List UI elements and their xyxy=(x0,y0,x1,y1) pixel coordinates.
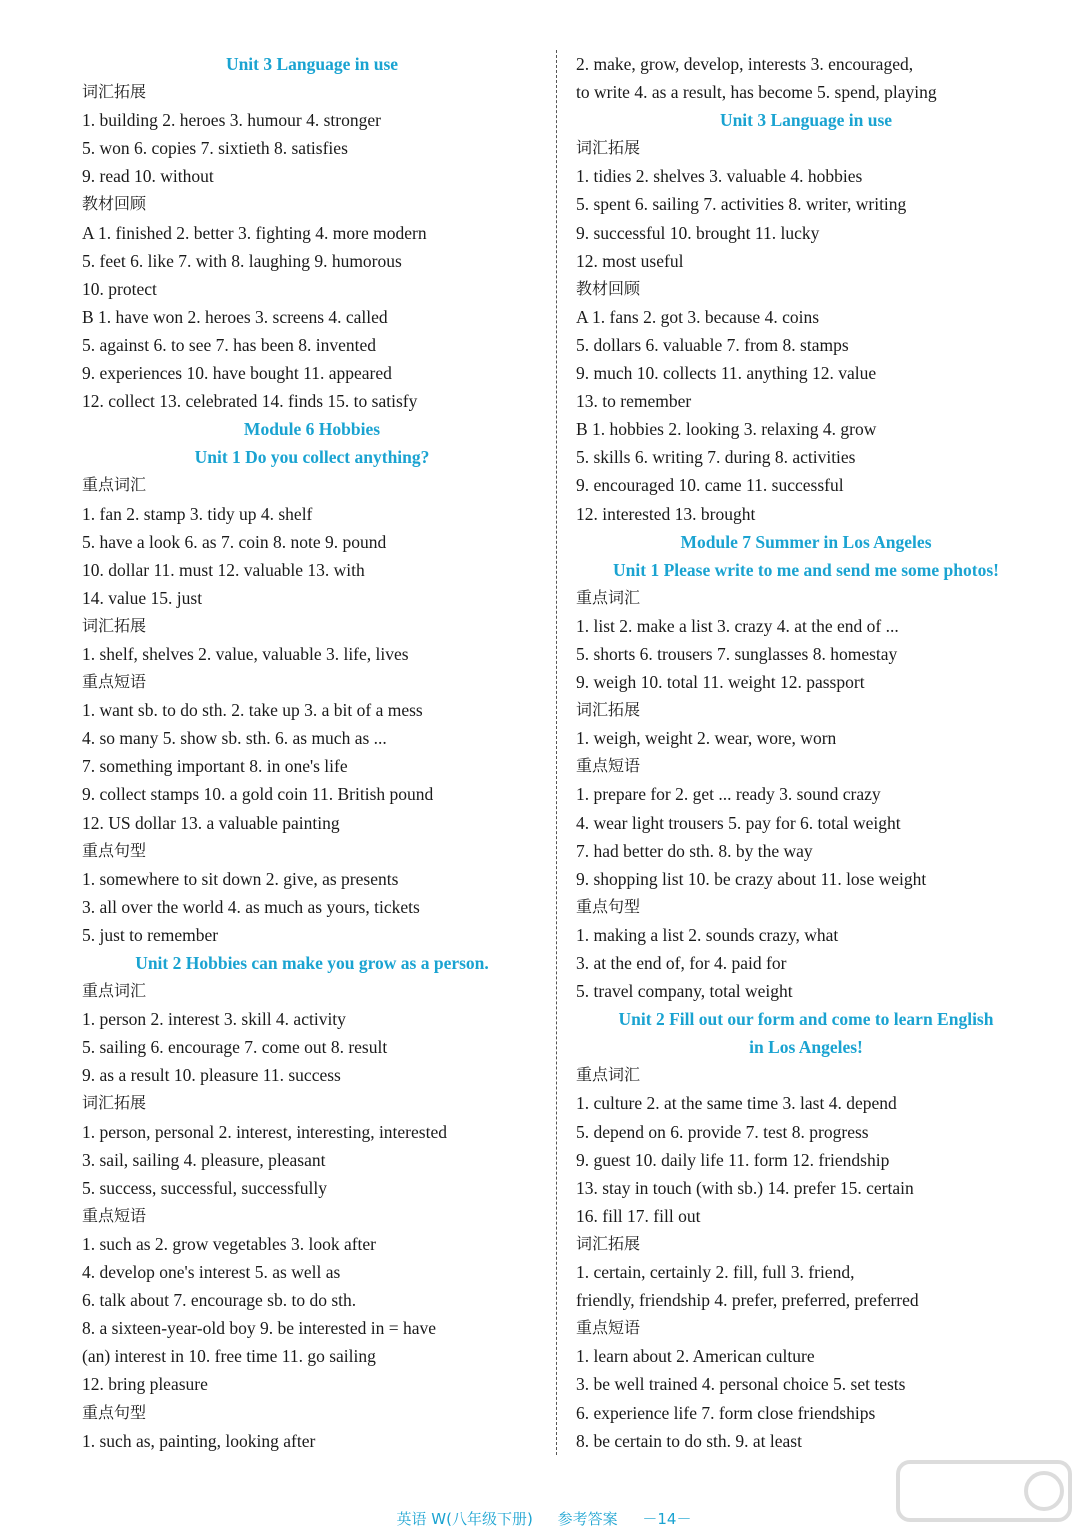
answer-line: 5. skills 6. writing 7. during 8. activities xyxy=(576,447,856,468)
category-label: 词汇拓展 xyxy=(82,82,147,102)
answer-line: 9. guest 10. daily life 11. form 12. friendship xyxy=(576,1149,890,1170)
category-label: 重点句型 xyxy=(576,896,641,916)
category-label: 词汇拓展 xyxy=(82,1093,147,1113)
answer-line: 9. as a result 10. pleasure 11. success xyxy=(82,1065,341,1086)
answer-line: 4. develop one's interest 5. as well as xyxy=(82,1262,341,1283)
category-label: 词汇拓展 xyxy=(576,138,641,158)
section-heading: Unit 3 Language in use xyxy=(225,54,399,74)
answer-line: 1. such as 2. grow vegetables 3. look after xyxy=(82,1233,377,1254)
answer-line: 1. tidies 2. shelves 3. valuable 4. hobbies xyxy=(576,166,863,187)
answer-line: 5. won 6. copies 7. sixtieth 8. satisfies xyxy=(82,138,348,159)
section-heading: Unit 1 Please write to me and send me some photos! xyxy=(613,559,999,580)
answer-line: 8. a sixteen-year-old boy 9. be interested in = have xyxy=(82,1318,437,1339)
category-label: 重点句型 xyxy=(82,840,147,860)
category-label: 教材回顾 xyxy=(82,194,147,214)
answer-line: A 1. finished 2. better 3. fighting 4. more modern xyxy=(82,222,427,243)
category-label: 重点句型 xyxy=(82,1402,147,1422)
answer-line: 1. learn about 2. American culture xyxy=(576,1346,815,1367)
category-label: 重点短语 xyxy=(576,756,641,776)
answer-line: 5. depend on 6. provide 7. test 8. progress xyxy=(576,1121,869,1142)
answer-line: 12. most useful xyxy=(576,250,684,271)
section-heading: Unit 2 Fill out our form and come to learn English xyxy=(618,1009,994,1030)
answer-line: 9. weigh 10. total 11. weight 12. passport xyxy=(576,672,865,693)
category-label: 重点短语 xyxy=(576,1318,641,1338)
section-heading: Unit 2 Hobbies can make you grow as a person. xyxy=(135,953,489,973)
category-label: 重点词汇 xyxy=(576,587,641,607)
column-divider xyxy=(556,50,557,1455)
category-label: 词汇拓展 xyxy=(82,615,147,635)
section-heading: in Los Angeles! xyxy=(749,1037,863,1058)
answer-line: 12. US dollar 13. a valuable painting xyxy=(82,812,340,833)
category-label: 词汇拓展 xyxy=(576,700,641,720)
category-label: 教材回顾 xyxy=(576,278,641,298)
answer-line: (an) interest in 10. free time 11. go sailing xyxy=(82,1346,376,1367)
answer-line: 10. dollar 11. must 12. valuable 13. with xyxy=(82,559,365,580)
category-label: 词汇拓展 xyxy=(576,1233,641,1253)
answer-line: 1. certain, certainly 2. fill, full 3. friend, xyxy=(576,1262,855,1283)
answer-line: 9. read 10. without xyxy=(82,166,214,187)
answer-line: 13. to remember xyxy=(576,391,692,412)
answer-line: 6. experience life 7. form close friendships xyxy=(576,1402,876,1423)
answer-line: 2. make, grow, develop, interests 3. encouraged, xyxy=(576,54,914,74)
answer-line: 9. shopping list 10. be crazy about 11. lose weight xyxy=(576,868,927,889)
answer-line: B 1. hobbies 2. looking 3. relaxing 4. grow xyxy=(576,419,877,440)
footer-section: 参考答案 xyxy=(557,1510,618,1528)
answer-line: 5. against 6. to see 7. has been 8. invented xyxy=(82,334,377,355)
answer-line: 5. have a look 6. as 7. coin 8. note 9. pound xyxy=(82,531,387,552)
answer-line: 7. something important 8. in one's life xyxy=(82,756,348,777)
answer-line: 14. value 15. just xyxy=(82,587,203,608)
answer-line: 10. protect xyxy=(82,278,157,299)
answer-line: 5. feet 6. like 7. with 8. laughing 9. humorous xyxy=(82,250,402,271)
section-heading: Unit 3 Language in use xyxy=(719,110,893,131)
answer-line: 12. bring pleasure xyxy=(82,1374,208,1395)
answer-line: 9. encouraged 10. came 11. successful xyxy=(576,475,844,496)
answer-line: 5. travel company, total weight xyxy=(576,981,793,1002)
answer-line: 16. fill 17. fill out xyxy=(576,1205,701,1226)
answer-line: 1. culture 2. at the same time 3. last 4. depend xyxy=(576,1093,897,1114)
page-number: －14－ xyxy=(642,1510,692,1528)
answer-line: 1. somewhere to sit down 2. give, as presents xyxy=(82,868,399,889)
answer-line: 5. success, successful, successfully xyxy=(82,1177,327,1198)
answer-line: 1. person 2. interest 3. skill 4. activity xyxy=(82,1009,346,1030)
answer-line: 6. talk about 7. encourage sb. to do sth. xyxy=(82,1290,357,1311)
answer-line: 4. wear light trousers 5. pay for 6. total weight xyxy=(576,812,901,833)
answer-line: 1. such as, painting, looking after xyxy=(82,1430,316,1451)
answer-line: 5. spent 6. sailing 7. activities 8. writer, writing xyxy=(576,194,907,215)
section-heading: Module 6 Hobbies xyxy=(243,419,381,440)
footer-subject: 英语 W(八年级下册) xyxy=(396,1510,533,1528)
watermark-logo-icon xyxy=(894,1456,1074,1526)
answer-line: 5. shorts 6. trousers 7. sunglasses 8. homestay xyxy=(576,643,898,664)
answer-line: A 1. fans 2. got 3. because 4. coins xyxy=(576,306,820,327)
category-label: 重点词汇 xyxy=(576,1065,641,1085)
category-label: 重点词汇 xyxy=(82,981,147,1001)
answer-line: 5. just to remember xyxy=(82,924,219,945)
answer-line: 3. all over the world 4. as much as yours, tickets xyxy=(82,896,420,917)
answer-line: 1. building 2. heroes 3. humour 4. stronger xyxy=(82,110,381,131)
category-label: 重点短语 xyxy=(82,672,147,692)
answer-line: 8. be certain to do sth. 9. at least xyxy=(576,1430,802,1451)
answer-line: friendly, friendship 4. prefer, preferred, preferred xyxy=(576,1290,919,1311)
left-column xyxy=(82,50,542,1455)
answer-line: 1. person, personal 2. interest, interesting, interested xyxy=(82,1121,447,1142)
answer-line: 9. successful 10. brought 11. lucky xyxy=(576,222,820,243)
answer-line: 1. fan 2. stamp 3. tidy up 4. shelf xyxy=(82,503,313,524)
answer-line: 12. interested 13. brought xyxy=(576,503,756,524)
answer-line: 7. had better do sth. 8. by the way xyxy=(576,840,813,861)
answer-line: 3. sail, sailing 4. pleasure, pleasant xyxy=(82,1149,326,1170)
answer-line: 9. experiences 10. have bought 11. appeared xyxy=(82,363,392,384)
category-label: 重点词汇 xyxy=(82,475,147,495)
answer-line: 9. much 10. collects 11. anything 12. value xyxy=(576,363,877,384)
right-column xyxy=(576,50,1036,1455)
answer-line: 5. sailing 6. encourage 7. come out 8. result xyxy=(82,1037,388,1058)
answer-line: 1. prepare for 2. get ... ready 3. sound crazy xyxy=(576,784,881,805)
answer-line: 1. shelf, shelves 2. value, valuable 3. life, lives xyxy=(82,643,409,664)
answer-line: 12. collect 13. celebrated 14. finds 15. to satisfy xyxy=(82,391,418,412)
answer-line: 9. collect stamps 10. a gold coin 11. British pound xyxy=(82,784,434,805)
answer-line: 4. so many 5. show sb. sth. 6. as much as ... xyxy=(82,728,387,749)
answer-line: 5. dollars 6. valuable 7. from 8. stamps xyxy=(576,334,849,355)
answer-line: 1. weigh, weight 2. wear, wore, worn xyxy=(576,728,837,749)
answer-line: 3. at the end of, for 4. paid for xyxy=(576,953,787,973)
answer-line: B 1. have won 2. heroes 3. screens 4. called xyxy=(82,306,388,327)
section-heading: Module 7 Summer in Los Angeles xyxy=(680,531,932,552)
answer-line: 1. want sb. to do sth. 2. take up 3. a bit of a mess xyxy=(82,700,423,721)
answer-line: to write 4. as a result, has become 5. spend, playing xyxy=(576,82,937,103)
category-label: 重点短语 xyxy=(82,1205,147,1225)
answer-line: 1. making a list 2. sounds crazy, what xyxy=(576,924,839,945)
answer-line: 1. list 2. make a list 3. crazy 4. at the end of ... xyxy=(576,615,899,636)
answer-line: 3. be well trained 4. personal choice 5. set tests xyxy=(576,1374,906,1395)
section-heading: Unit 1 Do you collect anything? xyxy=(194,447,430,468)
answer-line: 13. stay in touch (with sb.) 14. prefer 15. certain xyxy=(576,1177,914,1198)
